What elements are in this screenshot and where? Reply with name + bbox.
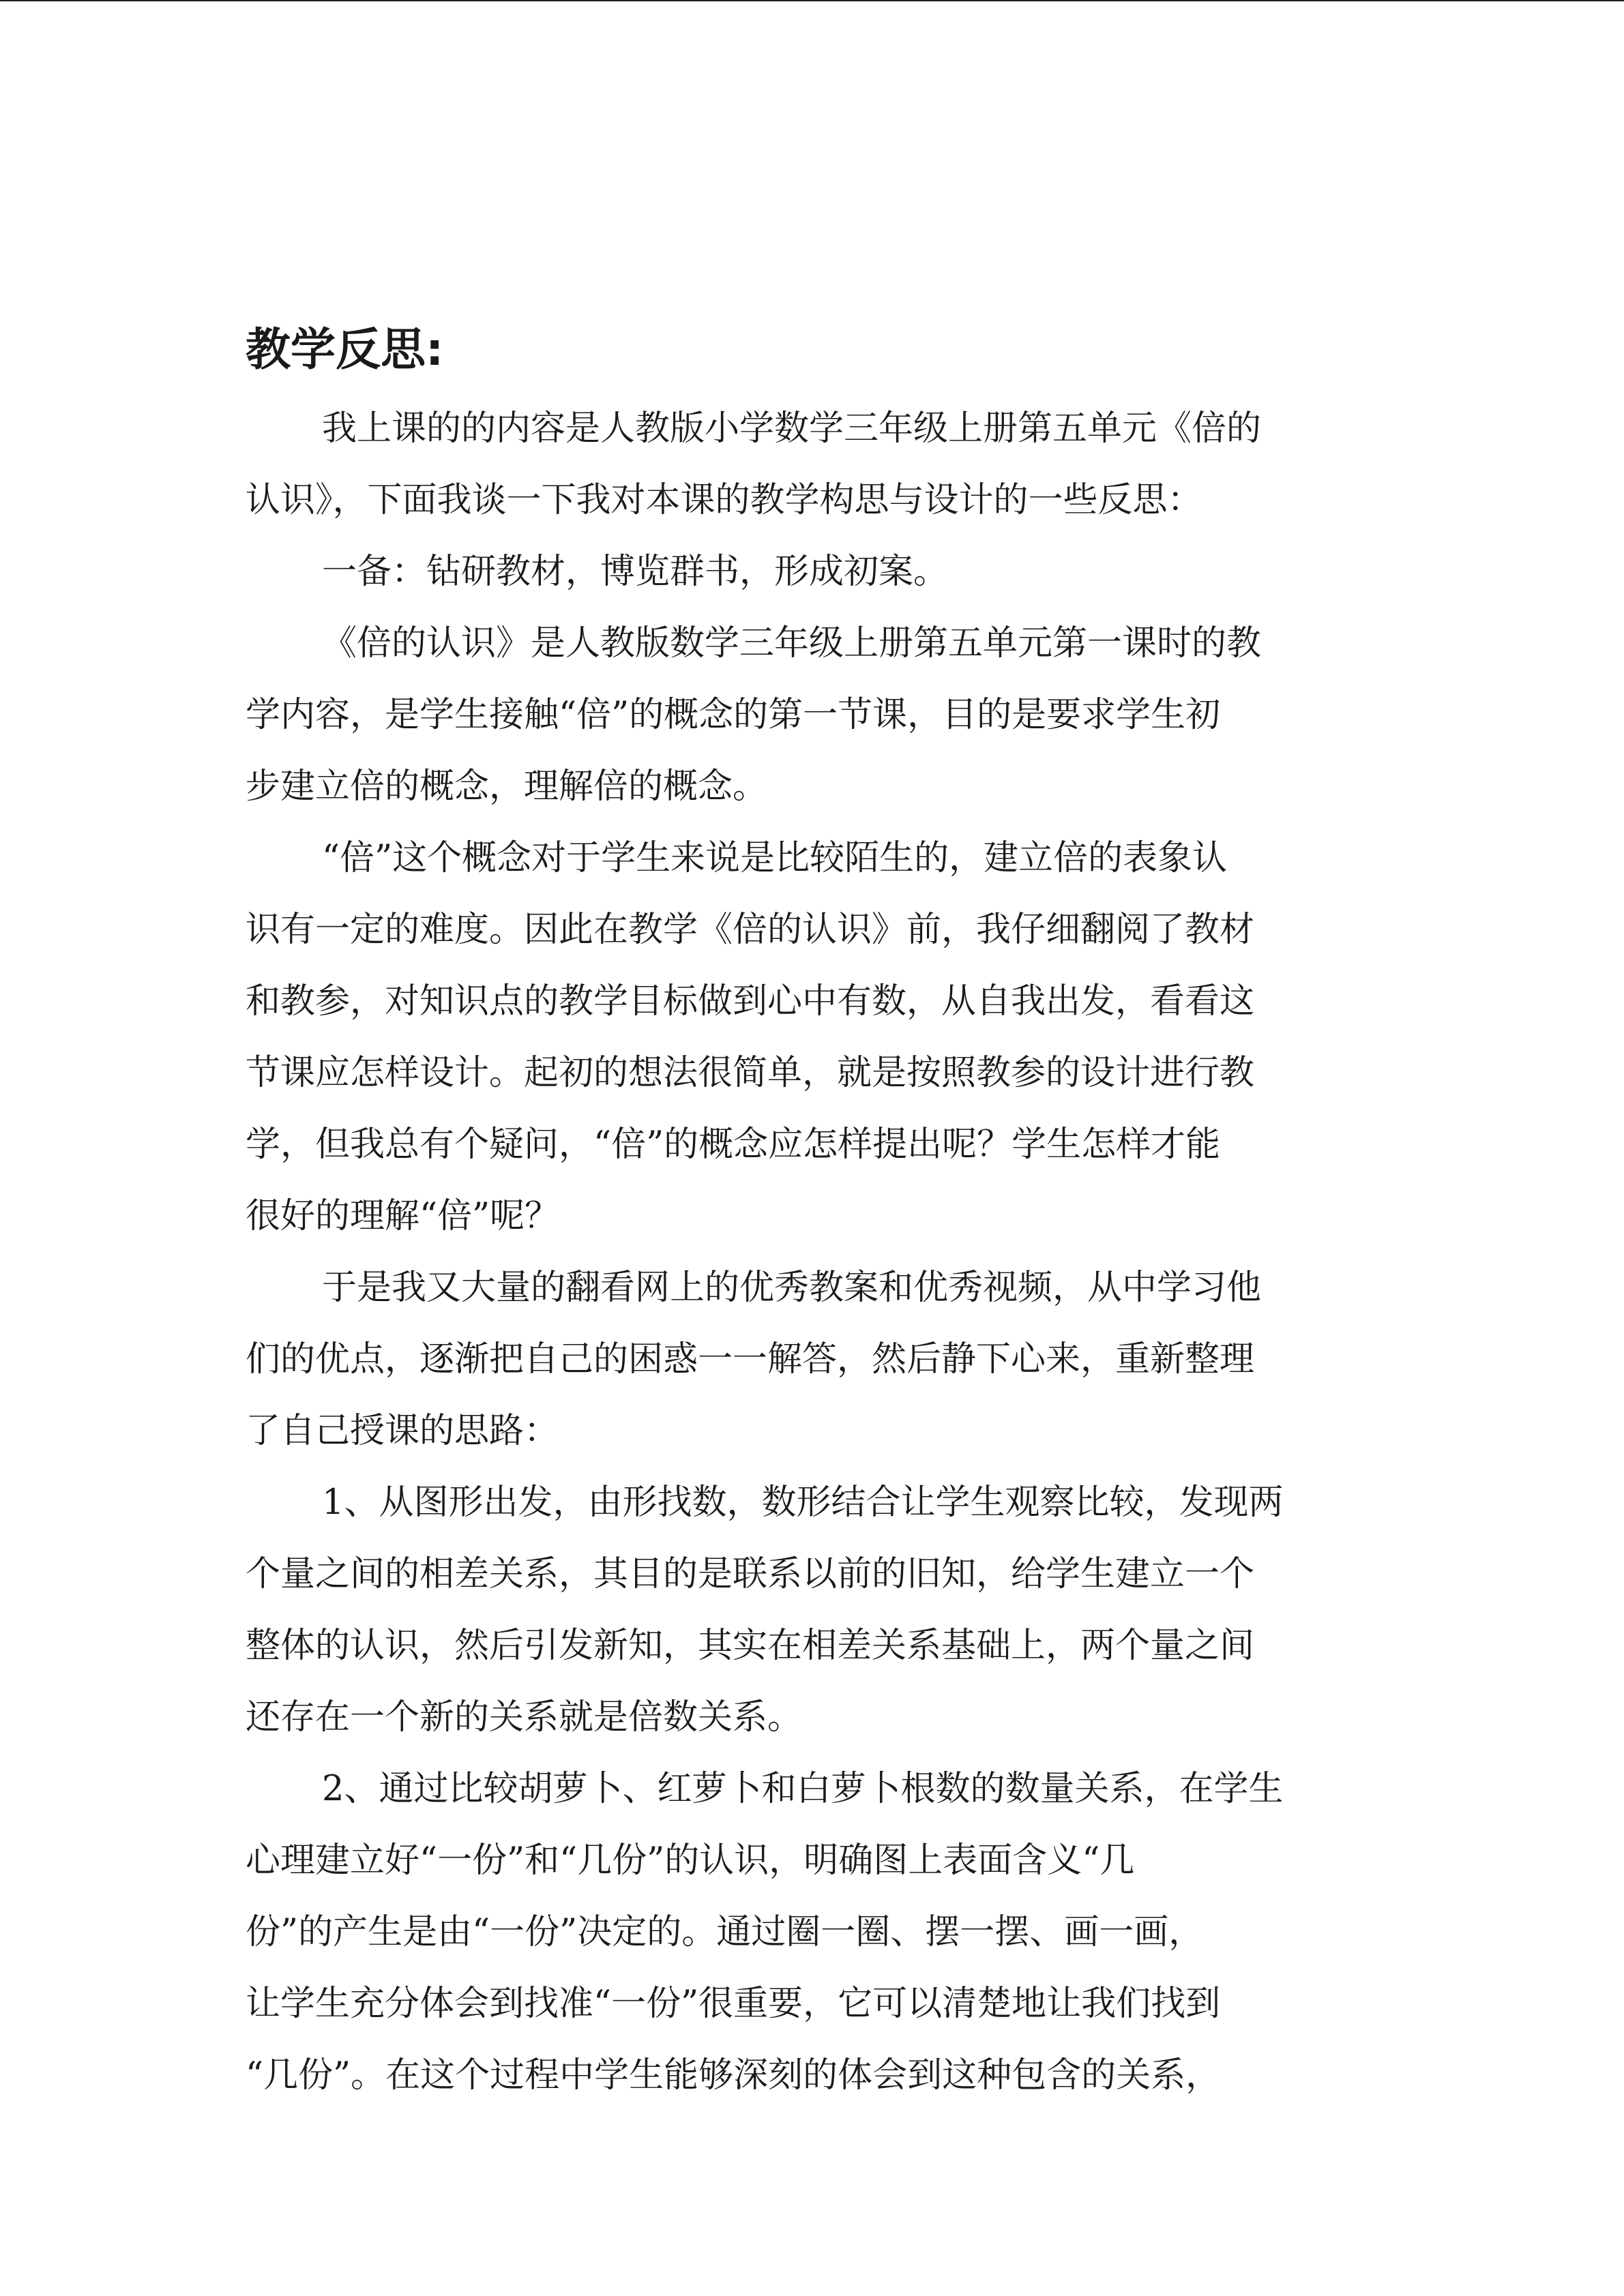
text-line: 我上课的的内容是人教版小学数学三年级上册第五单元《倍的	[322, 408, 1262, 449]
text-line: 个量之间的相差关系，其目的是联系以前的旧知，给学生建立一个	[246, 1554, 1255, 1594]
text-line: 认识》，下面我谈一下我对本课的教学构思与设计的一些反思：	[246, 480, 1202, 520]
text-line: 份”的产生是由“一份”决定的。通过圈一圈、摆一摆、画一画，	[246, 1912, 1204, 1952]
text-line: 了自己授课的思路：	[246, 1411, 559, 1451]
text-line: “几份”。在这个过程中学生能够深刻的体会到这种包含的关系，	[246, 2055, 1221, 2096]
text-line: 和教参，对知识点的教学目标做到心中有数，从自我出发，看看这	[246, 981, 1255, 1022]
page-top-border	[0, 0, 1624, 1]
text-line: 步建立倍的概念，理解倍的概念。	[246, 766, 768, 807]
document-title: 教学反思:	[246, 323, 444, 376]
text-line: 学，但我总有个疑问，“倍”的概念应怎样提出呢？学生怎样才能	[246, 1124, 1221, 1165]
document-body	[246, 319, 1378, 2111]
text-line: 识有一定的难度。因此在教学《倍的认识》前，我仔细翻阅了教材	[246, 910, 1255, 950]
text-line: 整体的认识，然后引发新知，其实在相差关系基础上，两个量之间	[246, 1626, 1255, 1666]
text-line: 还存在一个新的关系就是倍数关系。	[246, 1697, 803, 1738]
text-line: 一备：钻研教材，博览群书，形成初案。	[322, 552, 949, 592]
text-line: 节课应怎样设计。起初的想法很简单，就是按照教参的设计进行教	[246, 1053, 1255, 1093]
text-line: 很好的理解“倍”呢？	[246, 1196, 560, 1236]
text-line: 学内容，是学生接触“倍”的概念的第一节课，目的是要求学生初	[246, 695, 1221, 735]
text-line: 让学生充分体会到找准“一份”很重要，它可以清楚地让我们找到	[246, 1984, 1221, 2024]
text-line: 2、通过比较胡萝卜、红萝卜和白萝卜根数的数量关系，在学生	[322, 1769, 1284, 1809]
text-line: 心理建立好“一份”和“几份”的认识，明确图上表面含义“几	[246, 1840, 1135, 1881]
text-line: 们的优点，逐渐把自己的困惑一一解答，然后静下心来，重新整理	[246, 1339, 1255, 1380]
text-line: “倍”这个概念对于学生来说是比较陌生的，建立倍的表象认	[322, 838, 1228, 878]
text-line: 于是我又大量的翻看网上的优秀教案和优秀视频，从中学习他	[322, 1268, 1262, 1308]
text-line: 《倍的认识》是人教版数学三年级上册第五单元第一课时的教	[322, 623, 1262, 664]
text-line: 1、从图形出发，由形找数，数形结合让学生观察比较，发现两	[322, 1482, 1284, 1523]
